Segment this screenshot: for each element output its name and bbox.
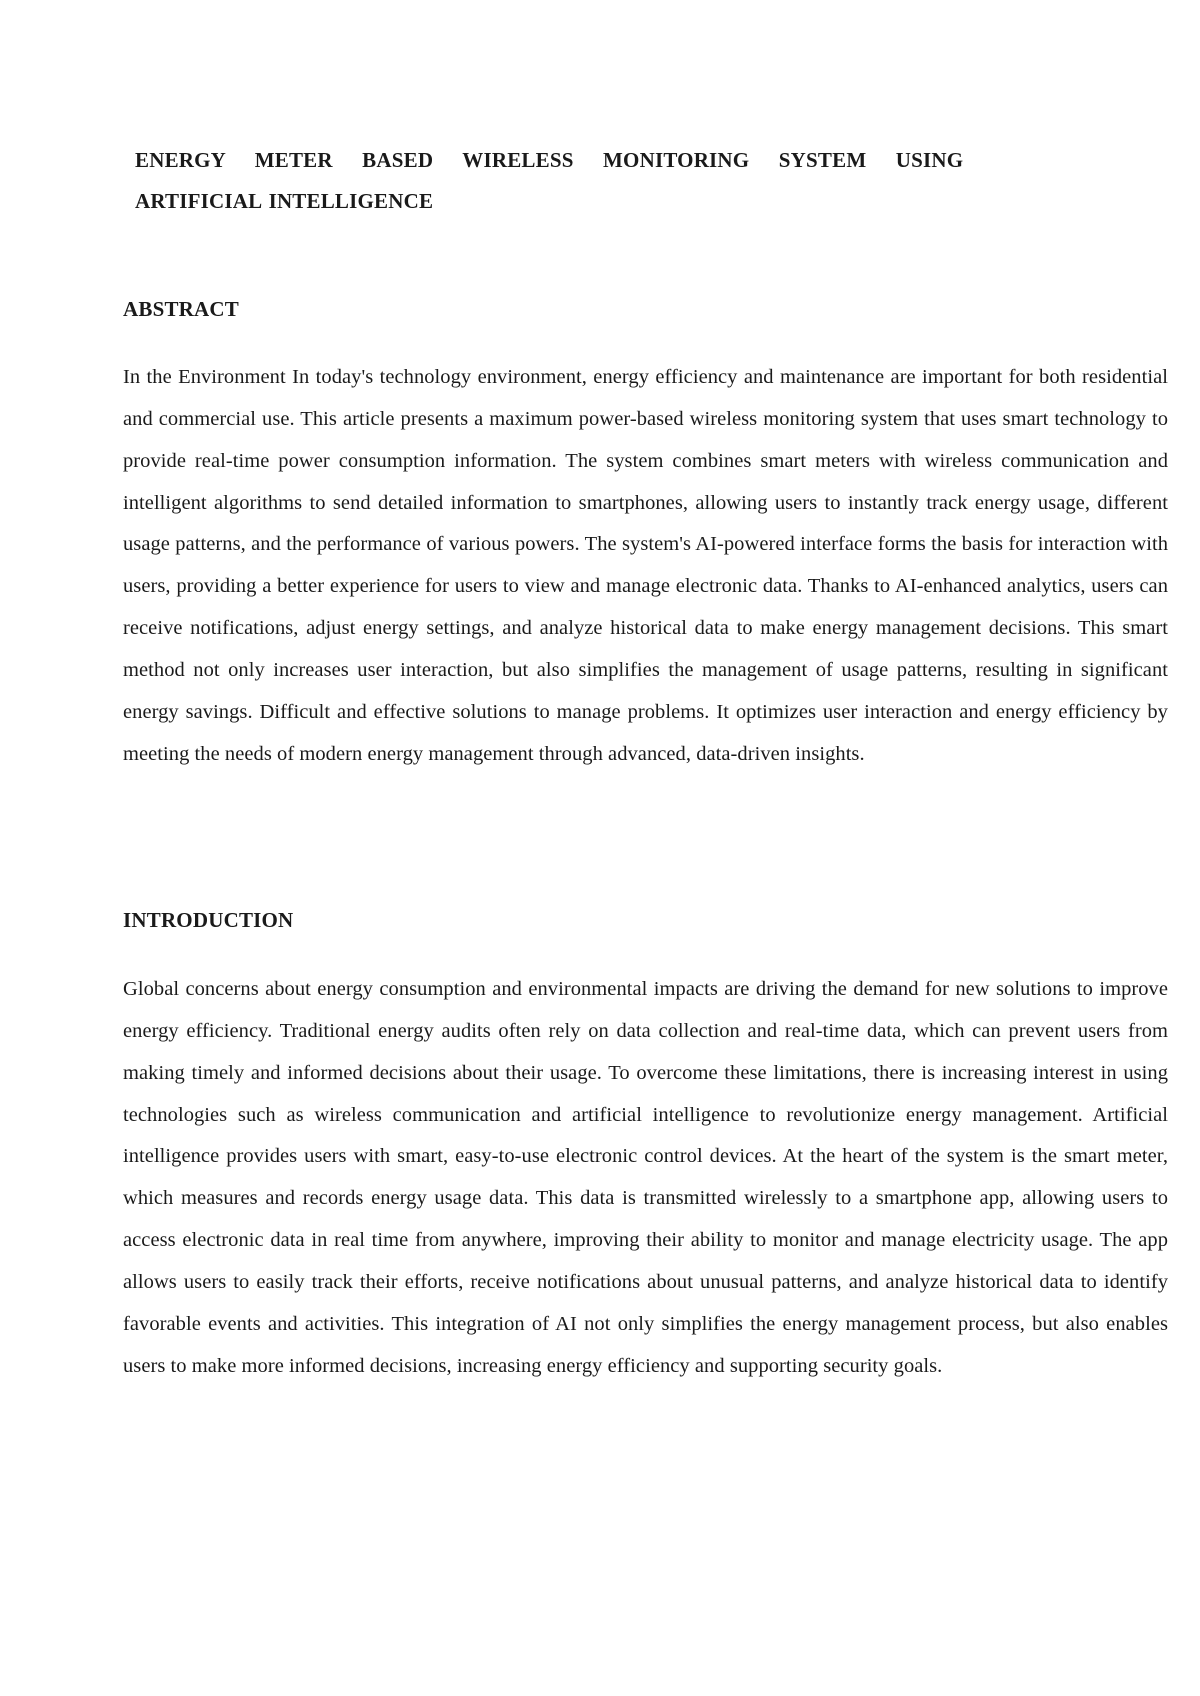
paper-title-line-1: ENERGY METER BASED WIRELESS MONITORING SYSTEM USING <box>135 148 964 172</box>
introduction-paragraph: Global concerns about energy consumption and environmental impacts are driving the demand for new solutions to improve energy efficiency. Traditional energy audits often rely on data collection and real-time data, which can prevent users from making timely and informed decisions about their usage. To overcome these limitations, there is increasing interest in using technologies such as wireless communication and artificial intelligence to revolutionize energy management. Artificial intelligence provides users with smart, easy-to-use electronic control devices. At the heart of the system is the smart meter, which measures and records energy usage data. This data is transmitted wirelessly to a smartphone app, allowing users to access electronic data in real time from anywhere, improving their ability to monitor and manage electricity usage. The app allows users to easily track their efforts, receive notifications about unusual patterns, and analyze historical data to identify favorable events and activities. This integration of AI not only simplifies the energy management process, but also enables users to make more informed decisions, increasing energy efficiency and supporting security goals. <box>123 978 1168 1377</box>
abstract-paragraph: In the Environment In today's technology environment, energy efficiency and maintenance are important for both residential and commercial use. This article presents a maximum power-based wireless monitoring system that uses smart technology to provide real-time power consumption information. The system combines smart meters with wireless communication and intelligent algorithms to send detailed information to smartphones, allowing users to instantly track energy usage, different usage patterns, and the performance of various powers. The system's AI-powered interface forms the basis for interaction with users, providing a better experience for users to view and manage electronic data. Thanks to AI-enhanced analytics, users can receive notifications, adjust energy settings, and analyze historical data to make energy management decisions. This smart method not only increases user interaction, but also simplifies the management of usage patterns, resulting in significant energy savings. Difficult and effective solutions to manage problems. It optimizes user interaction and energy efficiency by meeting the needs of modern energy management through advanced, data-driven insights. <box>123 366 1168 765</box>
introduction-heading: INTRODUCTION <box>123 908 294 932</box>
abstract-heading: ABSTRACT <box>123 297 239 321</box>
paper-title-line-2: ARTIFICIAL INTELLIGENCE <box>135 189 434 213</box>
paper-title <box>135 140 1050 222</box>
